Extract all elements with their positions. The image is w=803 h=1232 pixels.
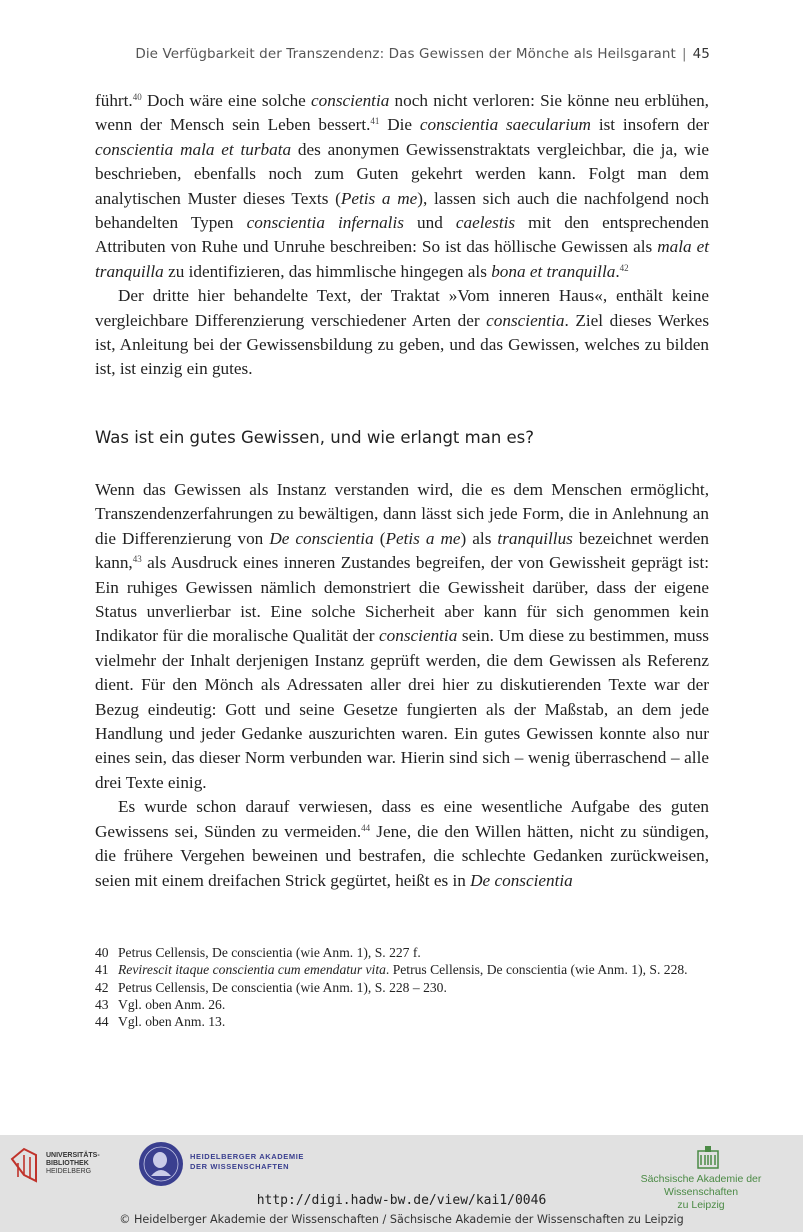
footnote-ref-44[interactable]: 44 <box>361 822 371 833</box>
saw-logo-text: Sächsische Akademie der Wissenschaften zu Leipzig <box>640 1173 762 1211</box>
footnote-ref-40[interactable]: 40 <box>132 92 142 102</box>
footnote: 41 Revirescit itaque conscientia cum emendatur vita. Petrus Cellensis, De conscientia (wie Anm. 1), S. 228. <box>95 962 688 978</box>
footnote: 43 Vgl. oben Anm. 26. <box>95 996 226 1012</box>
section-heading: Was ist ein gutes Gewissen, und wie erlangt man es? <box>95 428 535 447</box>
copyright-notice: © Heidelberger Akademie der Wissenschaften / Sächsische Akademie der Wissenschaften zu Leipzig <box>119 1213 684 1226</box>
hadw-seal-icon[interactable] <box>139 1142 183 1186</box>
paragraph-1: führt.$^{40}$ Doch wäre eine solche conscientia noch nicht verloren: Sie könne neu erblühen, wenn der Mensch sein Leben bessert.$^{41}$ Die conscientia saecularium ist insofern der conscientia mala et turbata des anonymen Gewissenstraktats vergleichbar, die ja, wie beschrieben, ebenfalls noch zum Guten gekehrt werden kann. Folgt man dem analytischen Muster dieses Texts (Petis a me), lassen sich auch die nachfolgend noch behandelten Typen conscientia infernalis und caelestis mit den entsprechenden Attributen von Ruhe und Unruhe beschreiben: So ist das höllische Gewissen als mala et tranquilla zu identifizieren, das himmlische hingegen als bona et tranquilla.$^{42}$ <box>95 91 710 281</box>
permalink-url[interactable]: http://digi.hadw-bw.de/view/kai1/0046 <box>256 1193 547 1208</box>
running-head-separator: | <box>681 46 687 62</box>
footnote: 42 Petrus Cellensis, De conscientia (wie Anm. 1), S. 228 – 230. <box>95 979 447 995</box>
hadw-logo-text: HEIDELBERGER AKADEMIE DER WISSENSCHAFTEN <box>190 1152 304 1171</box>
body-text-lower <box>95 478 709 893</box>
footnotes <box>95 944 709 1030</box>
running-head-title: Die Verfügbarkeit der Transzendenz: Das Gewissen der Mönche als Heilsgarant <box>135 46 676 62</box>
paragraph-2: Der dritte hier behandelte Text, der Traktat »Vom inneren Haus«, enthält keine vergleichbare Differenzierung verschiedener Arten der conscientia. Ziel dieses Werkes ist, Anleitung bei der Gewissensbildung zu geben, und das Gewissen, welches zu bilden ist, ist einzig ein gutes. <box>95 286 710 379</box>
footnote: 40 Petrus Cellensis, De conscientia (wie Anm. 1), S. 227 f. <box>95 945 421 960</box>
running-head <box>135 46 710 62</box>
body-text-upper <box>95 89 709 382</box>
footnote-ref-43[interactable]: 43 <box>132 554 142 565</box>
footnote-ref-42[interactable]: 42 <box>619 262 629 273</box>
page-number: 45 <box>692 46 710 62</box>
paragraph-4: Es wurde schon darauf verwiesen, dass es eine wesentliche Aufgabe des guten Gewissens sei, Sünden zu vermeiden.$^{44}$ Jene, die den Willen hätten, nicht zu sündigen, die frühere Vergehen beweinen und bestrafen, die schlechte Gedanken zurückweisen, seien mit einem dreifachen Strick gegürtet, heißt es in De conscientia <box>95 797 709 890</box>
saw-building-icon[interactable] <box>697 1145 719 1169</box>
ub-logo-text: UNIVERSITÄTS- BIBLIOTHEK HEIDELBERG <box>46 1152 100 1175</box>
paragraph-3: Wenn das Gewissen als Instanz verstanden wird, die es dem Menschen ermöglicht, Transzendenzerfahrungen zu bewältigen, dann lässt sich jede Form, die in Anlehnung an die Differenzierung von De conscientia (Petis a me) als tranquillus bezeichnet werden kann,$^{43}$ als Ausdruck eines inneren Zustandes begreifen, der von Gewissheit geprägt ist: Ein ruhiges Gewissen nämlich demonstriert die Gewissheit darüber, dass der eigene Status unverlierbar ist. Eine solche Sicherheit aber kann für sich genommen kein Indikator für die moralische Qualität der conscientia sein. Um diese zu bestimmen, muss vielmehr der Inhalt derjenigen Instanz geprüft werden, die dem Gewissen als Referenz dient. Für den Mönch als Adressaten aller drei hier zu diskutierenden Texte war der Bezug eindeutig: Gott und seine Gesetze fungierten als der Maßstab, an dem jede Handlung und jeder Gedanke auszurichten waren. Ein gutes Gewissen konnte also nur eines sein, das dieser Norm verbunden war. Hierin sind sich – wenig überraschend – alle drei Texte einig. <box>95 480 709 792</box>
footnote-ref-41[interactable]: 41 <box>370 116 380 127</box>
footnote: 44 Vgl. oben Anm. 13. <box>95 1014 226 1030</box>
